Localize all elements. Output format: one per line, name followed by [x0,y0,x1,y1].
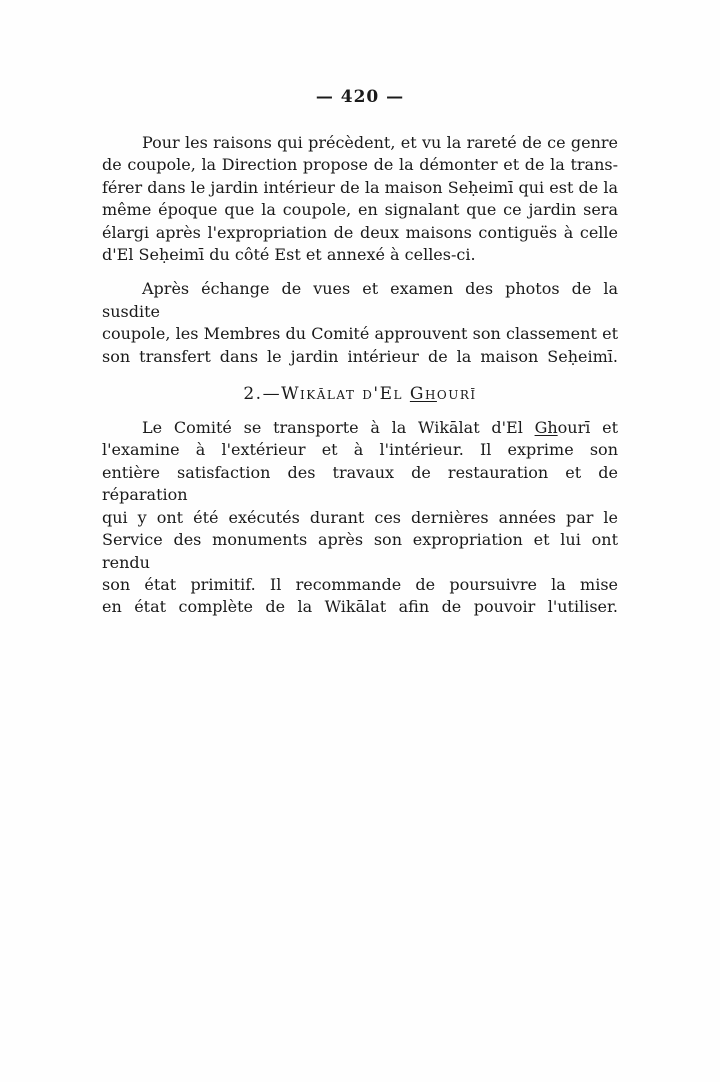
text-line: Après échange de vues et examen des photos de la susdite [102,279,618,321]
underlined-transliteration: Gh [409,384,437,405]
text-line: son état primitif. Il recommande de poursuivre la mise [102,574,618,594]
text-line: son transfert dans le jardin intérieur de la maison Seḥeimī. [102,346,618,366]
text-line: d'El Seḥeimī du côté Est et annexé à celles-ci. [102,245,476,265]
text-line: Le Comité se transporte à la Wikālat d'El Ghourī et [142,418,618,438]
text-line: même époque que la coupole, en signalant que ce jardin sera [102,200,618,220]
text-line: Pour les raisons qui précèdent, et vu la rareté de ce genre [142,133,618,152]
text-line: Service des monuments après son expropriation et lui ont rendu [102,530,618,572]
paragraph-comite-approval [102,278,618,368]
text-line: en état complète de la Wikālat afin de pouvoir l'utiliser. [102,597,618,617]
paragraph-coupole-proposal [102,132,618,266]
section-heading-wikalat-el-ghouri: 2.—Wikālat d'El Ghourī [243,384,477,405]
text-line: l'examine à l'extérieur et à l'intérieur. Il exprime son [102,440,618,460]
text-line: férer dans le jardin intérieur de la maison Seḥeimī qui est de la [102,177,618,197]
text-line: coupole, les Membres du Comité approuvent son classement et [102,324,618,344]
text-line: entière satisfaction des travaux de restauration et de réparation [102,462,618,505]
text-line: élargi après l'expropriation de deux maisons contiguës à celle [102,222,618,242]
paragraph-wikalat-inspection [102,417,618,619]
text-line: de coupole, la Direction propose de la démonter et de la trans- [102,155,618,175]
text-line: qui y ont été exécutés durant ces dernières années par le [102,507,618,527]
page-number: — 420 — [315,87,405,107]
page-content [102,132,618,619]
underlined-transliteration: Gh [534,418,558,438]
